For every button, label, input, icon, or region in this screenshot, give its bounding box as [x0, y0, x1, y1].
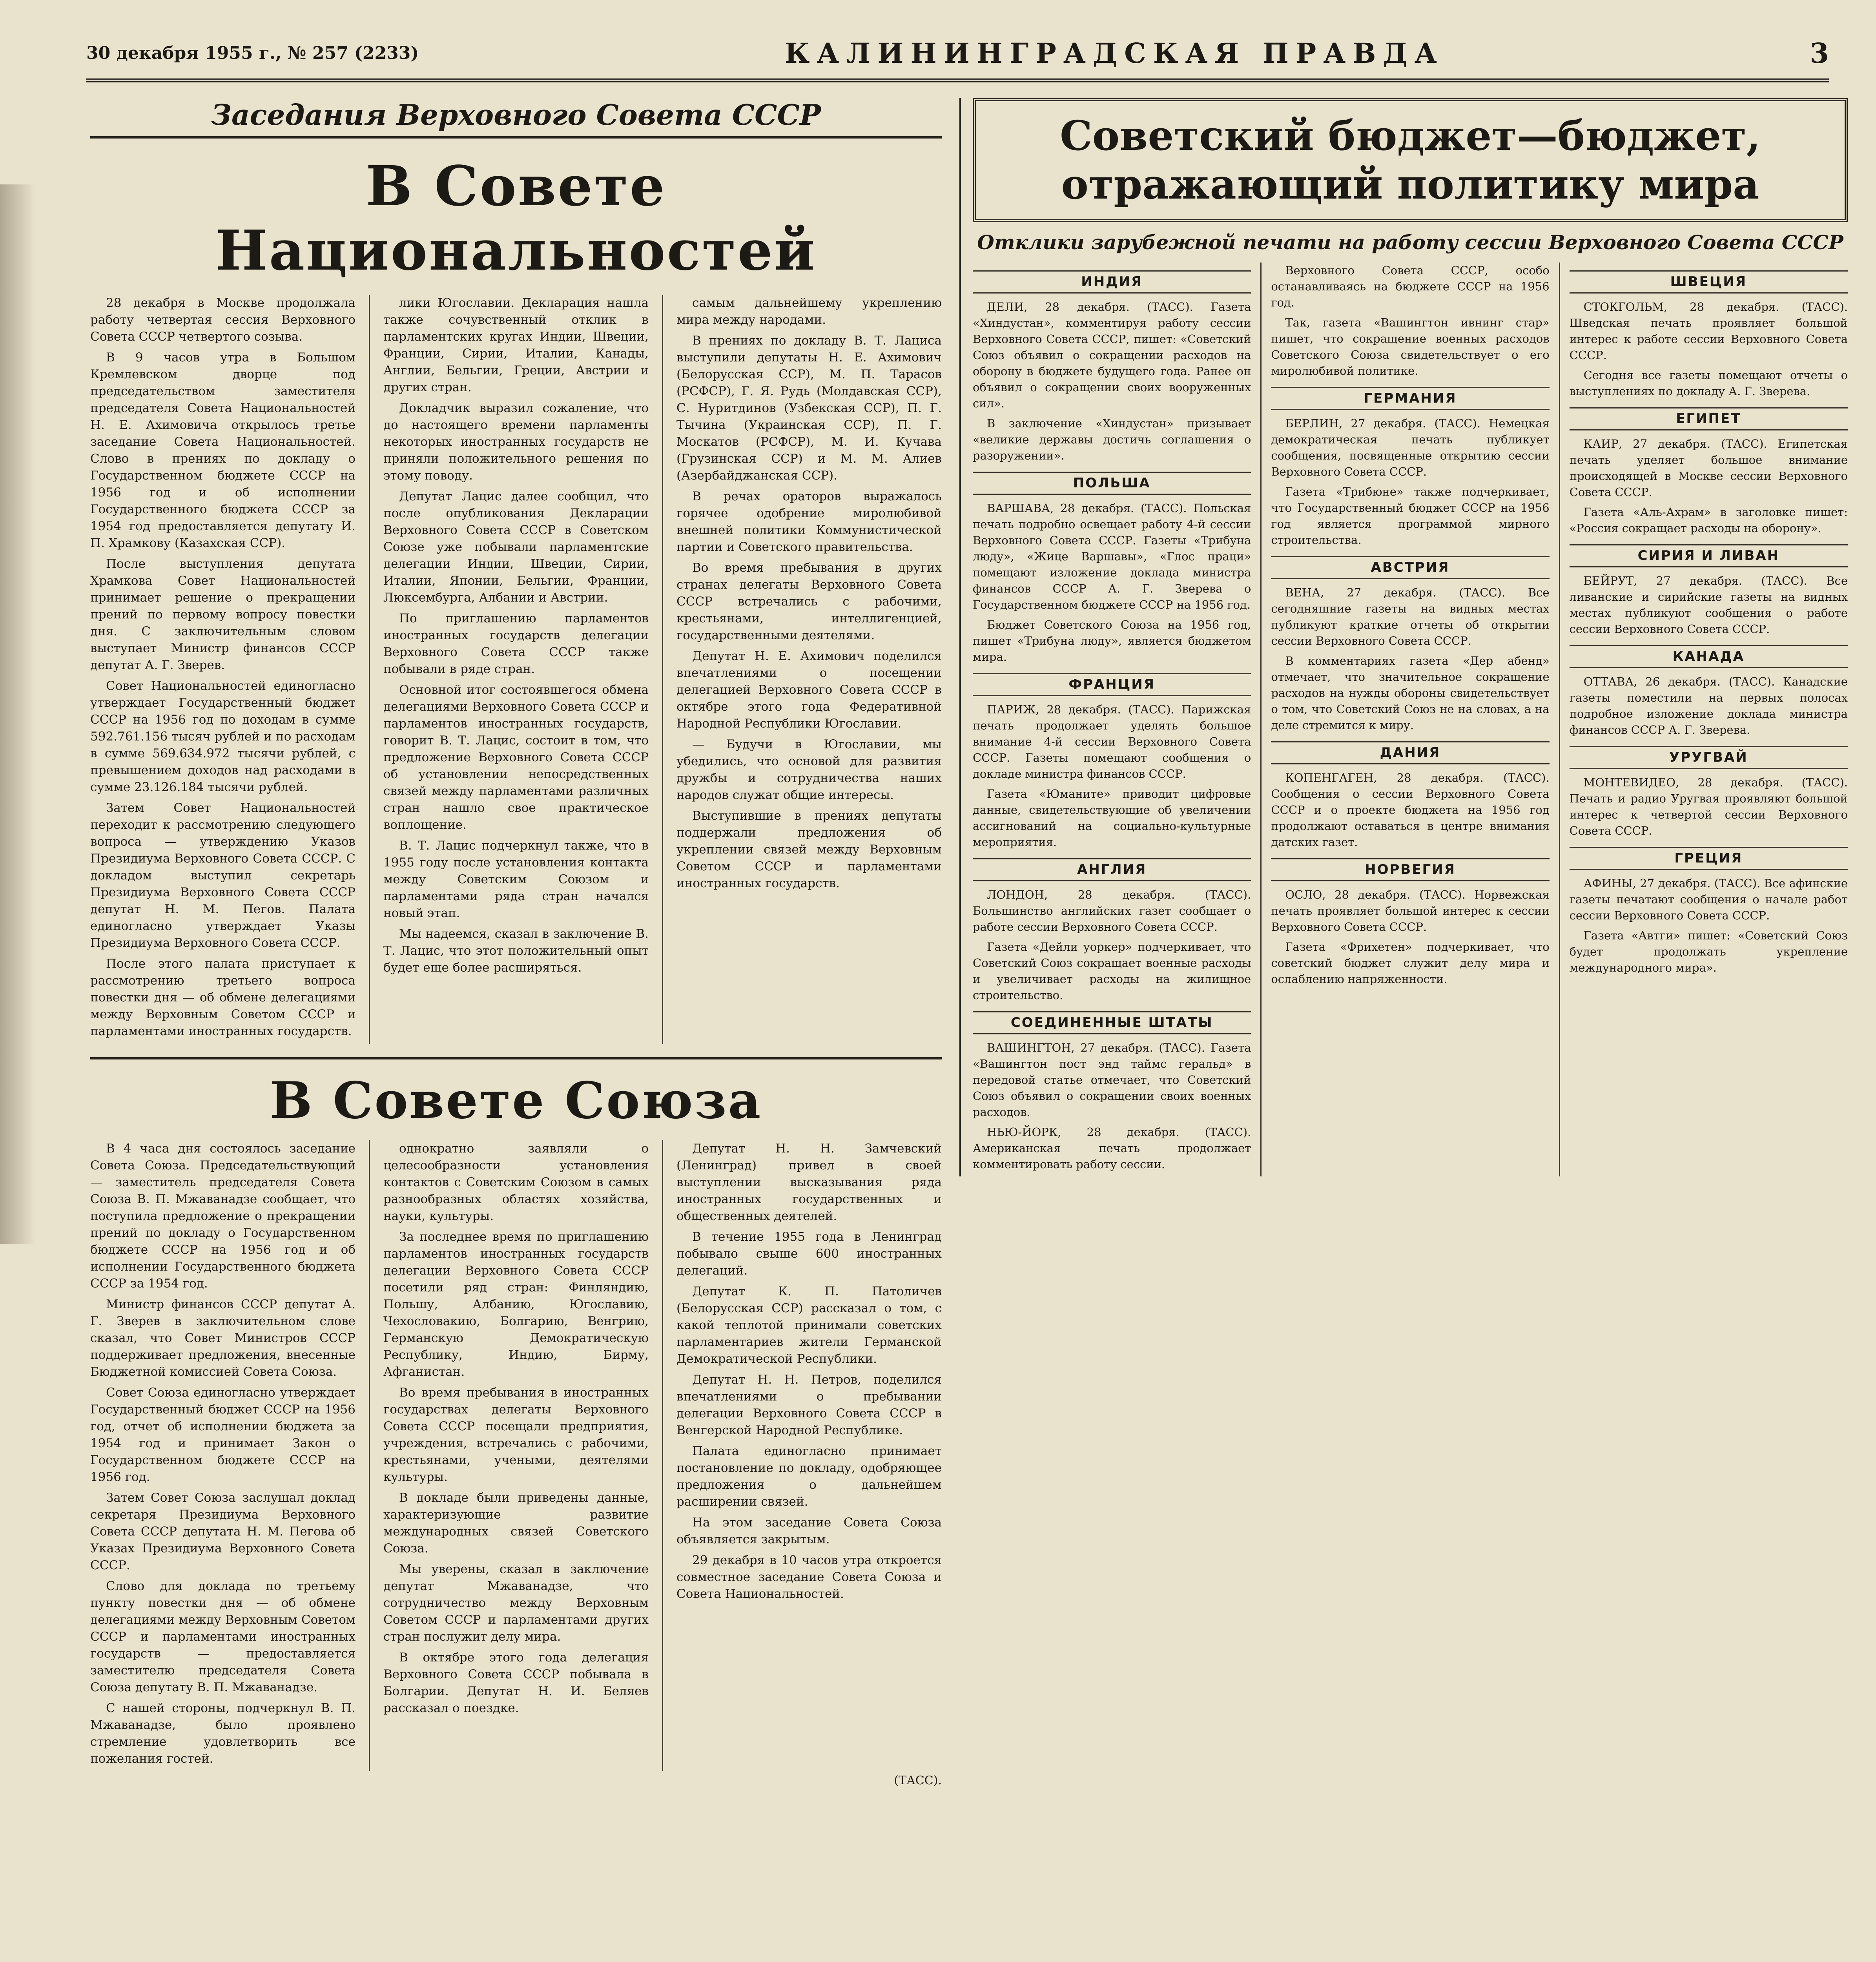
dispatch-paragraph: ВАРШАВА, 28 декабря. (ТАСС). Польская печать подробно освещает работу 4-й сессии Верховного Совета СССР. Газеты «Трибуна люду», «Жице Варшавы», «Глос праци» помещают изложение доклада министра финансов СССР А. Г. Зверева о Государственном бюджете СССР на 1956 год.: [973, 501, 1251, 611]
nationalities-col-2: [383, 295, 649, 1044]
column-rule: [662, 1140, 663, 1771]
article-paragraph: Во время пребывания в иностранных государствах делегаты Верховного Совета СССР посещали предприятия, учреждения, встречались с рабочими, крестьянами, учеными, деятелями культуры.: [383, 1386, 649, 1484]
union-col-1: [90, 1140, 356, 1771]
dispatch-paragraph: СТОКГОЛЬМ, 28 декабря. (ТАСС). Шведская печать проявляет большой интерес к работе сессии Верховного Совета СССР.: [1569, 300, 1848, 362]
article-paragraph: В течение 1955 года в Ленинград побывало свыше 600 иностранных делегаций.: [676, 1230, 942, 1278]
union-columns: [90, 1140, 942, 1771]
article-paragraph: 29 декабря в 10 часов утра откроется совместное заседание Совета Союза и Совета Национальностей.: [676, 1553, 942, 1601]
country-heading: СИРИЯ И ЛИВАН: [1570, 544, 1848, 567]
article-paragraph: Во время пребывания в других странах делегаты Верховного Совета СССР встречались с рабочими, крестьянами, интеллигенцией, государственными деятелями.: [676, 561, 942, 642]
dispatch-paragraph: ВЕНА, 27 декабря. (ТАСС). Все сегодняшние газеты на видных местах публикуют краткие отчеты об открытии сессии Верховного Совета СССР.: [1271, 586, 1550, 647]
article-paragraph: самым дальнейшему укреплению мира между народами.: [676, 296, 942, 327]
dispatch-paragraph: ОСЛО, 28 декабря. (ТАСС). Норвежская печать проявляет большой интерес к сессии Верховного Совета СССР.: [1271, 888, 1550, 934]
article-paragraph: Депутат Н. Н. Замчевский (Ленинград) привел в своей выступлении высказывания ряда иностранных государственных и общественных деятелей.: [676, 1141, 942, 1223]
dispatch-paragraph: ОТТАВА, 26 декабря. (ТАСС). Канадские газеты поместили на первых полосах подробное изложение доклада министра финансов СССР А. Г. Зверева.: [1569, 675, 1848, 737]
country-heading: ДАНИЯ: [1271, 741, 1549, 764]
country-heading: КАНАДА: [1570, 645, 1848, 668]
country-heading: ФРАНЦИЯ: [973, 673, 1251, 696]
dispatch-paragraph: БЕРЛИН, 27 декабря. (ТАСС). Немецкая демократическая печать публикует сообщения, посвященные открытию сессии Верховного Совета СССР.: [1271, 417, 1550, 478]
article-paragraph: лики Югославии. Декларация нашла также сочувственный отклик в парламентских кругах Индии, Швеции, Франции, Сирии, Италии, Канады, Англии, Бельгии, Греции, Австрии и других стран.: [383, 296, 649, 394]
dispatch-paragraph: МОНТЕВИДЕО, 28 декабря. (ТАСС). Печать и радио Уругвая проявляют большой интерес к четвертой сессии Верховного Совета СССР.: [1569, 776, 1848, 837]
article-paragraph: Выступившие в прениях депутаты поддержали предложения об укреплении связей между Верховным Советом СССР и парламентами иностранных государств.: [676, 809, 942, 890]
country-heading: СОЕДИНЕННЫЕ ШТАТЫ: [973, 1011, 1251, 1034]
dispatch-paragraph: Газета «Фрихетен» подчеркивает, что советский бюджет служит делу мира и ослаблению напряженности.: [1271, 940, 1550, 986]
article-paragraph: Депутат Н. Н. Петров, поделился впечатлениями о пребывании делегации Верховного Совета СССР в Венгерской Народной Республике.: [676, 1373, 942, 1437]
article-paragraph: — Будучи в Югославии, мы убедились, что основой для развития дружбы и сотрудничества наших народов служат общие интересы.: [676, 737, 942, 802]
article-paragraph: Затем Совет Национальностей переходит к рассмотрению следующего вопроса — утверждению Указов Президиума Верховного Совета СССР. С докладом выступил секретарь Президиума Верховного Совета СССР депутат Н. М. Пегов. Палата единогласно утверждает Указы Президиума Верховного Совета СССР.: [90, 801, 356, 950]
article-paragraph: Депутат Н. Е. Ахимович поделился впечатлениями о посещении делегацией Верховного Совета СССР в октябре этого года Федеративной Народной Республики Югославии.: [676, 649, 942, 731]
headline-box: [973, 98, 1848, 222]
country-heading: ГРЕЦИЯ: [1570, 847, 1848, 870]
issue-date: 30 декабря 1955 г., № 257 (2233): [86, 43, 419, 63]
article-paragraph: В речах ораторов выражалось горячее одобрение миролюбивой внешней политики Коммунистической партии и Советского правительства.: [676, 489, 942, 554]
foreign-press-section: [959, 98, 1848, 1176]
press-col-3: [1570, 263, 1848, 1176]
page-number: 3: [1810, 36, 1829, 69]
column-rule: [1260, 263, 1262, 1176]
article-paragraph: Депутат Лацис далее сообщил, что после опубликования Декларации Верховного Совета СССР в Советском Союзе уже побывали парламентские делегации Индии, Швеции, Сирии, Италии, Японии, Бельгии, Франции, Люксембурга, Албании и Австрии.: [383, 489, 649, 605]
article-paragraph: За последнее время по приглашению парламентов иностранных государств делегации Верховного Совета СССР посетили ряд стран: Финляндию, Польшу, Албанию, Югославию, Чехословакию, Болгарию, Венгрию, Германскую Демократическую Республику, Индию, Бирму, Афганистан.: [383, 1230, 649, 1379]
dispatch-paragraph: Бюджет Советского Союза на 1956 год, пишет «Трибуна люду», является бюджетом мира.: [973, 618, 1251, 664]
dispatch-paragraph: Газета «Юманите» приводит цифровые данные, свидетельствующие об увеличении ассигнований на социально-культурные мероприятия.: [973, 787, 1251, 849]
dispatch-paragraph: БЕЙРУТ, 27 декабря. (ТАСС). Все ливанские и сирийские газеты на видных местах публикуют сообщения о работе сессии Верховного Совета СССР.: [1569, 574, 1848, 636]
dispatch-paragraph: КОПЕНГАГЕН, 28 декабря. (ТАСС). Сообщения о сессии Верховного Совета СССР и о проекте бюджета на 1956 год продолжают оставаться в центре внимания датских газет.: [1271, 771, 1550, 849]
dispatch-paragraph: ДЕЛИ, 28 декабря. (ТАСС). Газета «Хиндустан», комментируя работу сессии Верховного Совета СССР, пишет: «Советский Союз объявил о сокращении расходов на оборону в бюджете будущего года. Ранее он объявил о сокращении своих вооруженных сил».: [973, 300, 1251, 410]
article-paragraph: После этого палата приступает к рассмотрению третьего вопроса повестки дня — об обмене делегациями между Верховным Советом СССР и парламентами иностранных государств.: [90, 957, 356, 1038]
article-paragraph: Мы надеемся, сказал в заключение В. Т. Лацис, что этот положительный опыт будет еще более расширяться.: [383, 927, 649, 975]
dispatch-paragraph: ВАШИНГТОН, 27 декабря. (ТАСС). Газета «Вашингтон пост энд таймс геральд» в передовой статье отмечает, что Советский Союз объявил о сокращении своих военных расходов.: [973, 1041, 1251, 1119]
dispatch-paragraph: В комментариях газета «Дер абенд» отмечает, что значительное сокращение расходов на нужды обороны свидетельствует о том, что Советский Союз не на словах, а на деле стремится к миру.: [1271, 654, 1550, 732]
nationalities-col-3: [676, 295, 942, 1044]
country-heading: УРУГВАЙ: [1570, 746, 1848, 769]
article-paragraph: В 9 часов утра в Большом Кремлевском дворце под председательством заместителя председателя Совета Национальностей Н. Е. Ахимовича открылось третье заседание Совета Национальностей. Слово в прениях по докладу о Государственном бюджете СССР на 1956 год и об исполнении Государственного бюджета СССР за 1954 год предоставляется депутату И. П. Храмкову (Казахская ССР).: [90, 350, 356, 550]
column-rule: [1559, 263, 1560, 1176]
union-col-2: [383, 1140, 649, 1771]
column-rule: [369, 1140, 370, 1771]
article-paragraph: Докладчик выразил сожаление, что до настоящего времени парламенты некоторых иностранных государств не приняли положительного решения по этому поводу.: [383, 401, 649, 483]
dispatch-paragraph: Так, газета «Вашингтон ивнинг стар» пишет, что сокращение военных расходов Советского Союза свидетельствует о его миролюбивой политике.: [1271, 316, 1550, 377]
dispatch-paragraph: Газета «Трибюне» также подчеркивает, что Государственный бюджет СССР на 1956 год является программой мирного строительства.: [1271, 485, 1550, 547]
dispatch-paragraph: Газета «Автги» пишет: «Советский Союз будет продолжать укрепление международного мира».: [1569, 929, 1848, 974]
article-paragraph: С нашей стороны, подчеркнул В. П. Мжаванадзе, было проявлено стремление удовлетворить все пожелания гостей.: [90, 1701, 356, 1766]
country-heading: ГЕРМАНИЯ: [1271, 387, 1549, 410]
column-rule: [369, 295, 370, 1044]
press-columns: [973, 263, 1848, 1176]
country-heading: АВСТРИЯ: [1271, 556, 1549, 579]
dispatch-paragraph: КАИР, 27 декабря. (ТАСС). Египетская печать уделяет большое внимание происходящей в Москве сессии Верховного Совета СССР.: [1569, 437, 1848, 499]
article-paragraph: В. Т. Лацис подчеркнул также, что в 1955 году после установления контакта между Советским Союзом и парламентами ряда стран начался новый этап.: [383, 839, 649, 920]
dispatch-paragraph: Газета «Аль-Ахрам» в заголовке пишет: «Россия сокращает расходы на оборону».: [1569, 505, 1848, 535]
article-paragraph: Слово для доклада по третьему пункту повестки дня — об обмене делегациями между Верховным Советом СССР и парламентами иностранных государств — предоставляется заместителю председателя Совета Союза депутату В. П. Мжаванадзе.: [90, 1579, 356, 1694]
masthead: [86, 27, 1829, 82]
article-paragraph: Палата единогласно принимает постановление по докладу, одобряющее предложения о дальнейшем расширении связей.: [676, 1444, 942, 1509]
nationalities-columns: [90, 295, 942, 1044]
article-paragraph: Затем Совет Союза заслушал доклад секретаря Президиума Верховного Совета СССР депутата Н. М. Пегова об Указах Президиума Верховного Совета СССР.: [90, 1491, 356, 1572]
supreme-soviet-section: [90, 98, 942, 1787]
article-paragraph: Основной итог состоявшегося обмена делегациями Верховного Совета СССР и парламентов иностранных государств, говорит В. Т. Лацис, состоит в том, что предложение Верховного Совета СССР об установлении непосредственных связей между парламентами различных стран нашло свое практическое воплощение.: [383, 683, 649, 832]
article-paragraph: Совет Союза единогласно утверждает Государственный бюджет СССР на 1956 год, отчет об исполнении бюджета за 1954 год и принимает Закон о Государственном бюджете СССР на 1956 год.: [90, 1386, 356, 1484]
dispatch-paragraph: Верховного Совета СССР, особо останавливаясь на бюджете СССР на 1956 год.: [1271, 264, 1550, 309]
article-paragraph: Депутат К. П. Патоличев (Белорусская ССР) рассказал о том, с какой теплотой принимали советских парламентариев жители Германской Демократической Республики.: [676, 1284, 942, 1366]
article-paragraph: В 4 часа дня состоялось заседание Совета Союза. Председательствующий — заместитель председателя Совета Союза В. П. Мжаванадзе сообщает, что поступила предложение о прекращении прений по докладу о Государственном бюджете СССР на 1956 год и об исполнении Государственного бюджета СССР за 1954 год.: [90, 1141, 356, 1291]
nationalities-title: В Совете Национальностей: [215, 154, 817, 283]
article-paragraph: Министр финансов СССР депутат А. Г. Зверев в заключительном слове сказал, что Совет Министров СССР поддерживает предложения, внесенные Бюджетной комиссией Совета Союза.: [90, 1297, 356, 1379]
dispatch-paragraph: Сегодня все газеты помещают отчеты о выступлениях по докладу А. Г. Зверева.: [1569, 368, 1848, 398]
article-paragraph: В докладе были приведены данные, характеризующие развитие международных связей Советского Союза.: [383, 1491, 649, 1555]
dispatch-paragraph: В заключение «Хиндустан» призывает «великие державы достичь соглашения о разоружении».: [973, 417, 1251, 462]
article-paragraph: На этом заседание Совета Союза объявляется закрытым.: [676, 1515, 942, 1546]
country-heading: ЕГИПЕТ: [1570, 407, 1848, 430]
article-paragraph: 28 декабря в Москве продолжала работу четвертая сессия Верховного Совета СССР четвертого созыва.: [90, 296, 356, 344]
press-col-2: [1271, 263, 1549, 1176]
country-heading: ШВЕЦИЯ: [1570, 270, 1848, 294]
dispatch-paragraph: ЛОНДОН, 28 декабря. (ТАСС). Большинство английских газет сообщает о работе сессии Верховного Совета СССР.: [973, 888, 1251, 934]
headline: Советский бюджет—бюджет, отражающий политику мира: [1059, 111, 1761, 208]
subheadline: Отклики зарубежной печати на работу сессии Верховного Совета СССР: [977, 231, 1843, 254]
article-paragraph: Совет Национальностей единогласно утверждает Государственный бюджет СССР на 1956 год по доходам в сумме 592.761.156 тысяч рублей и по расходам в сумме 569.634.972 тысячи рублей, с превышением доходов над расходами в сумме 23.126.184 тысячи рублей.: [90, 679, 356, 794]
article-paragraph: В октябре этого года делегация Верховного Совета СССР побывала в Болгарии. Депутат Н. И. Беляев рассказал о поездке.: [383, 1650, 649, 1715]
article-paragraph: В прениях по докладу В. Т. Лациса выступили депутаты Н. Е. Ахимович (Белорусская ССР), М. П. Тарасов (РСФСР), Г. Я. Рудь (Молдавская ССР), С. Нуритдинов (Узбекская ССР), П. Г. Тычина (Украинская ССР), П. Г. Москатов (РСФСР), М. И. Кучава (Грузинская ССР) и М. М. Алиев (Азербайджанская ССР).: [676, 334, 942, 483]
page-edge-stain: [0, 184, 35, 1244]
nationalities-col-1: [90, 295, 356, 1044]
article-paragraph: однократно заявляли о целесообразности установления контактов с Советским Союзом в самых разнообразных областях хозяйства, науки, культуры.: [383, 1141, 649, 1223]
column-rule: [662, 295, 663, 1044]
tass-signature: (ТАСС).: [894, 1774, 942, 1787]
dispatch-paragraph: АФИНЫ, 27 декабря. (ТАСС). Все афинские газеты печатают сообщения о начале работ сессии Верховного Совета СССР.: [1569, 877, 1848, 922]
dispatch-paragraph: ПАРИЖ, 28 декабря. (ТАСС). Парижская печать продолжает уделять большое внимание 4-й сессии Верховного Совета СССР. Газеты помещают сообщения о докладе министра финансов СССР.: [973, 703, 1251, 780]
paper-name: КАЛИНИНГРАДСКАЯ ПРАВДА: [784, 36, 1444, 69]
country-heading: НОРВЕГИЯ: [1271, 858, 1549, 881]
section-kicker: Заседания Верховного Совета СССР: [90, 98, 942, 139]
union-col-3: [676, 1140, 942, 1771]
union-title: В Совете Союза: [90, 1057, 942, 1130]
country-heading: ИНДИЯ: [973, 270, 1251, 294]
article-paragraph: После выступления депутата Храмкова Совет Национальностей принимает решение о прекращении прений по первому вопросу повестки дня. С заключительным словом выступает Министр финансов СССР депутат А. Г. Зверев.: [90, 557, 356, 672]
article-paragraph: По приглашению парламентов иностранных государств делегации Верховного Совета СССР также побывали в ряде стран.: [383, 611, 649, 676]
country-heading: АНГЛИЯ: [973, 858, 1251, 881]
country-heading: ПОЛЬША: [973, 472, 1251, 495]
press-col-1: [973, 263, 1251, 1176]
dispatch-paragraph: Газета «Дейли уоркер» подчеркивает, что Советский Союз сокращает военные расходы и увеличивает расходы на жилищное строительство.: [973, 940, 1251, 1002]
dispatch-paragraph: НЬЮ-ЙОРК, 28 декабря. (ТАСС). Американская печать продолжает комментировать работу сессии.: [973, 1125, 1251, 1171]
article-paragraph: Мы уверены, сказал в заключение депутат Мжаванадзе, что сотрудничество между Верховным Советом СССР и парламентами других стран послужит делу мира.: [383, 1562, 649, 1644]
